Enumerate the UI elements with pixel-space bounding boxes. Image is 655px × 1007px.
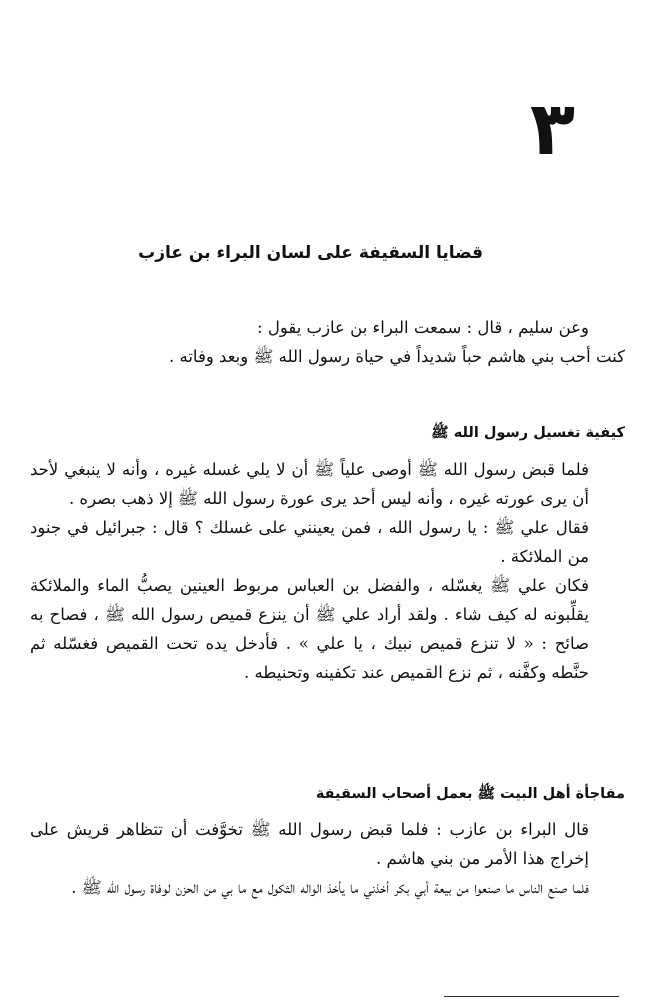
- paragraph: فلما قبض رسول الله ﷺ أوصى علياً ﷺ أن لا يلي غسله غيره ، وأنه لا ينبغي لأحد أن يرى عورته غيره ، وأنه ليس أحد يرى عورة رسول الله ﷺ إلا ذهب بصره .: [30, 460, 589, 508]
- intro-line: كنت أحب بني هاشم حباً شديداً في حياة رسول الله ﷺ وبعد وفاته .: [169, 347, 625, 366]
- intro-block: [30, 313, 625, 371]
- section-body-saqifa: [30, 815, 625, 902]
- intro-line: وعن سليم ، قال : سمعت البراء بن عازب يقول :: [257, 318, 589, 337]
- section-heading-washing: كيفية تغسيل رسول الله ﷺ: [431, 425, 625, 441]
- paragraph: فقال علي ﷺ : يا رسول الله ، فمن يعينني على غسلك ؟ قال : جبرائيل في جنود من الملائكة .: [30, 518, 589, 566]
- footnote-divider: [444, 996, 619, 997]
- section-heading-saqifa: مفاجأة أهل البيت ﷺ بعمل أصحاب السقيفة: [315, 786, 625, 802]
- section-body-washing: [30, 455, 625, 687]
- chapter-number: ٣: [529, 86, 575, 172]
- paragraph: فلما صنع الناس ما صنعوا من بيعة أبي بكر أخذني ما يأخذ الواله الثكول مع ما بي من الحزن لوفاة رسول الله ﷺ .: [71, 878, 589, 897]
- paragraph: فكان علي ﷺ يغسّله ، والفضل بن العباس مربوط العينين يصبُّ الماء والملائكة يقلِّبونه له كيف شاء . ولقد أراد علي ﷺ أن ينزع قميص رسول الله ﷺ ، فصاح به صائح : « لا تنزع قميص نبيك ، يا علي » . فأدخل يده تحت القميص فغسّله ثم حنَّطه وكفَّنه ، ثم نزع القميص عند تكفينه وتحنيطه .: [30, 576, 589, 682]
- paragraph: قال البراء بن عازب : فلما قبض رسول الله ﷺ تخوَّفت أن تتظاهر قريش على إخراج هذا الأمر من بني هاشم .: [30, 820, 589, 868]
- chapter-title: قضايا السقيفة على لسان البراء بن عازب: [138, 243, 483, 263]
